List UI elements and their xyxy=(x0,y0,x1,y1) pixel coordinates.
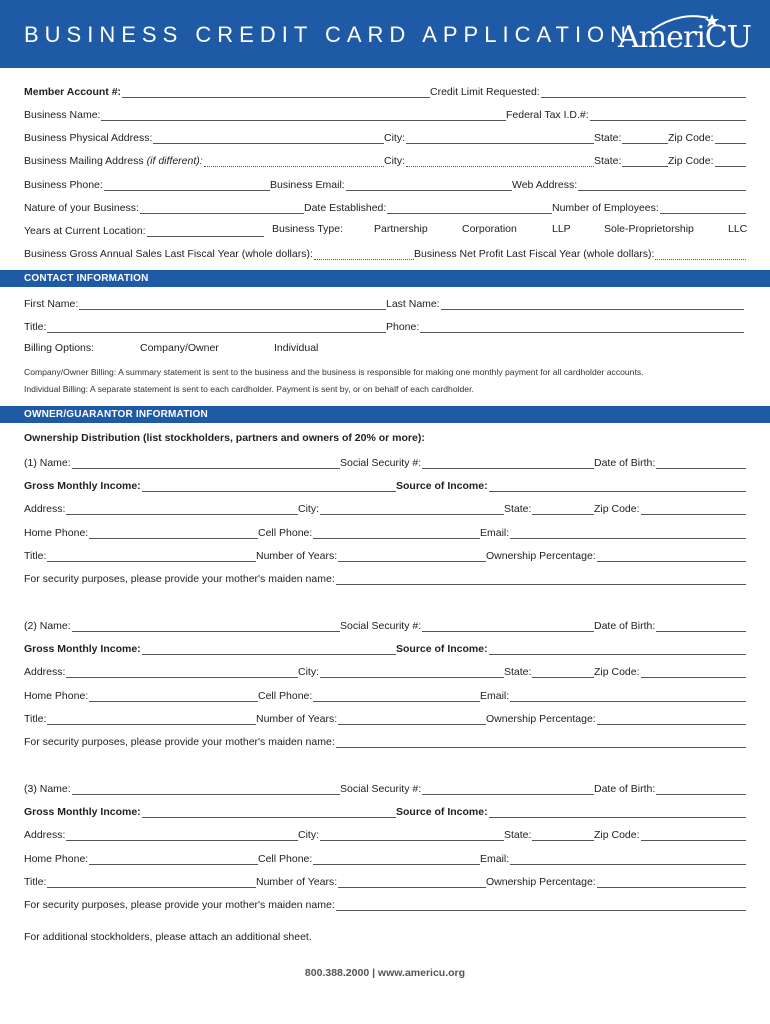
maiden-name-label: For security purposes, please provide your mother's maiden name: xyxy=(24,899,335,911)
web-address-field[interactable] xyxy=(512,177,746,191)
nature-field[interactable] xyxy=(24,200,304,214)
years-label: Number of Years: xyxy=(256,876,338,888)
gross-sales-field[interactable] xyxy=(24,246,414,260)
nature-row xyxy=(24,200,746,216)
option-partnership[interactable]: Partnership xyxy=(374,223,428,235)
years-label: Number of Years: xyxy=(256,713,338,725)
owner-address-row-2 xyxy=(24,664,746,680)
city-label: City: xyxy=(298,829,319,841)
maiden-name-field[interactable] xyxy=(24,734,746,748)
owner-address-row-1 xyxy=(24,501,746,517)
owner-section-header xyxy=(0,406,770,423)
years-field[interactable] xyxy=(256,548,486,562)
mailing-state-field[interactable] xyxy=(594,153,668,167)
owner-dob-field[interactable] xyxy=(594,781,746,795)
owner-income-row-1 xyxy=(24,478,746,494)
owner-email-field[interactable] xyxy=(480,851,746,865)
first-name-label: First Name: xyxy=(24,298,79,310)
years-field[interactable] xyxy=(256,711,486,725)
years-field[interactable] xyxy=(256,874,486,888)
owner-name-label: (2) Name: xyxy=(24,620,71,632)
gross-income-field[interactable] xyxy=(24,641,396,655)
owner-ssn-field[interactable] xyxy=(340,455,594,469)
nature-label: Nature of your Business: xyxy=(24,202,139,214)
years-location-row xyxy=(24,223,746,239)
gross-sales-label: Business Gross Annual Sales Last Fiscal Year (whole dollars): xyxy=(24,248,313,260)
owner-address-row-3 xyxy=(24,827,746,843)
owner-title-field[interactable] xyxy=(24,874,256,888)
contact-section-header xyxy=(0,270,770,287)
last-name-label: Last Name: xyxy=(386,298,440,310)
owner-zip-field[interactable] xyxy=(594,827,746,841)
owner-section-title: OWNER/GUARANTOR INFORMATION xyxy=(24,409,208,420)
date-established-field[interactable] xyxy=(304,200,552,214)
owner-phone-row-3 xyxy=(24,851,746,867)
owner-address-field[interactable] xyxy=(24,827,298,841)
physical-address-field[interactable] xyxy=(24,130,384,144)
address-label: Address: xyxy=(24,829,66,841)
zip-label: Zip Code: xyxy=(668,132,714,144)
source-income-label: Source of Income: xyxy=(396,480,488,492)
owner-name-row-3 xyxy=(24,781,746,797)
owner-city-field[interactable] xyxy=(298,827,504,841)
owner-dob-field[interactable] xyxy=(594,455,746,469)
if-different-label: (if different): xyxy=(146,155,203,167)
page-header xyxy=(0,0,770,68)
state-label: State: xyxy=(504,829,532,841)
home-phone-field[interactable] xyxy=(24,851,258,865)
footer-contact: 800.388.2000 | www.americu.org xyxy=(304,967,466,979)
option-llc[interactable]: LLC xyxy=(728,223,748,235)
owner-maiden-row-3 xyxy=(24,897,746,913)
americu-logo xyxy=(612,12,752,56)
gross-income-label: Gross Monthly Income: xyxy=(24,643,141,655)
owner-income-row-3 xyxy=(24,804,746,820)
years-label: Number of Years: xyxy=(256,550,338,562)
owner-name-label: (3) Name: xyxy=(24,783,71,795)
ownership-distribution-heading: Ownership Distribution (list stockholders, partners and owners of 20% or more): xyxy=(24,432,425,444)
years-location-label: Years at Current Location: xyxy=(24,225,146,237)
owner-zip-field[interactable] xyxy=(594,501,746,515)
credit-limit-field[interactable] xyxy=(430,84,746,98)
zip-label: Zip Code: xyxy=(668,155,714,167)
mailing-address-row xyxy=(24,153,746,169)
owner-name-row-2 xyxy=(24,618,746,634)
owner-name-field[interactable] xyxy=(24,618,340,632)
mailing-address-field[interactable] xyxy=(24,153,384,167)
owner-name-label: (1) Name: xyxy=(24,457,71,469)
home-phone-label: Home Phone: xyxy=(24,853,89,865)
maiden-name-field[interactable] xyxy=(24,571,746,585)
contact-title-row xyxy=(24,319,746,335)
zip-label: Zip Code: xyxy=(594,503,640,515)
source-income-field[interactable] xyxy=(396,641,746,655)
ownership-percentage-label: Ownership Percentage: xyxy=(486,876,596,888)
owner-state-field[interactable] xyxy=(504,827,594,841)
owner-phone-row-1 xyxy=(24,525,746,541)
member-account-label: Member Account #: xyxy=(24,86,122,98)
owner-title-row-3 xyxy=(24,874,746,890)
ssn-label: Social Security #: xyxy=(340,457,422,469)
physical-state-field[interactable] xyxy=(594,130,668,144)
mailing-address-label: Business Mailing Address xyxy=(24,155,144,167)
last-name-field[interactable] xyxy=(386,296,744,310)
cell-phone-field[interactable] xyxy=(258,688,480,702)
owner-zip-field[interactable] xyxy=(594,664,746,678)
maiden-name-field[interactable] xyxy=(24,897,746,911)
owner-ssn-field[interactable] xyxy=(340,781,594,795)
owner-email-field[interactable] xyxy=(480,688,746,702)
city-label: City: xyxy=(384,155,405,167)
email-label: Email: xyxy=(480,527,510,539)
email-label: Email: xyxy=(480,690,510,702)
business-name-label: Business Name: xyxy=(24,109,101,121)
maiden-name-label: For security purposes, please provide your mother's maiden name: xyxy=(24,573,335,585)
ownership-percentage-field[interactable] xyxy=(486,874,746,888)
option-llp[interactable]: LLP xyxy=(552,223,571,235)
owner-city-field[interactable] xyxy=(298,501,504,515)
email-label: Email: xyxy=(480,853,510,865)
home-phone-field[interactable] xyxy=(24,525,258,539)
cell-phone-label: Cell Phone: xyxy=(258,853,313,865)
owner-dob-field[interactable] xyxy=(594,618,746,632)
cell-phone-field[interactable] xyxy=(258,851,480,865)
contact-title-field[interactable] xyxy=(24,319,386,333)
owner-name-field[interactable] xyxy=(24,455,340,469)
ssn-label: Social Security #: xyxy=(340,620,422,632)
contact-title-label: Title: xyxy=(24,321,47,333)
maiden-name-label: For security purposes, please provide your mother's maiden name: xyxy=(24,736,335,748)
net-profit-label: Business Net Profit Last Fiscal Year (whole dollars): xyxy=(414,248,655,260)
federal-tax-field[interactable] xyxy=(506,107,746,121)
owner-name-row-1 xyxy=(24,455,746,471)
title-label: Title: xyxy=(24,550,47,562)
owner-title-row-2 xyxy=(24,711,746,727)
cell-phone-label: Cell Phone: xyxy=(258,690,313,702)
billing-options-label: Billing Options: xyxy=(24,342,95,354)
member-account-field[interactable] xyxy=(24,84,430,98)
title-label: Title: xyxy=(24,713,47,725)
business-email-label: Business Email: xyxy=(270,179,345,191)
owner-maiden-row-2 xyxy=(24,734,746,750)
source-income-label: Source of Income: xyxy=(396,643,488,655)
gross-income-label: Gross Monthly Income: xyxy=(24,480,141,492)
city-label: City: xyxy=(298,666,319,678)
zip-label: Zip Code: xyxy=(594,666,640,678)
owner-income-row-2 xyxy=(24,641,746,657)
gross-income-field[interactable] xyxy=(24,804,396,818)
ownership-percentage-field[interactable] xyxy=(486,711,746,725)
ssn-label: Social Security #: xyxy=(340,783,422,795)
contact-name-row xyxy=(24,296,746,312)
business-name-row xyxy=(24,107,746,123)
physical-address-label: Business Physical Address: xyxy=(24,132,153,144)
dob-label: Date of Birth: xyxy=(594,457,656,469)
logo-text: AmeriCU xyxy=(618,20,752,55)
billing-option-individual[interactable]: Individual xyxy=(274,342,319,354)
ownership-percentage-label: Ownership Percentage: xyxy=(486,550,596,562)
option-corporation[interactable]: Corporation xyxy=(462,223,517,235)
ownership-percentage-label: Ownership Percentage: xyxy=(486,713,596,725)
owner-address-field[interactable] xyxy=(24,501,298,515)
business-phone-label: Business Phone: xyxy=(24,179,103,191)
mailing-zip-field[interactable] xyxy=(668,153,746,167)
owner-state-field[interactable] xyxy=(504,664,594,678)
contact-phone-field[interactable] xyxy=(386,319,744,333)
company-billing-note: Company/Owner Billing: A summary statement is sent to the business and the business is responsible for making one monthly payment for all cardholder accounts. xyxy=(24,367,644,377)
gross-income-field[interactable] xyxy=(24,478,396,492)
dob-label: Date of Birth: xyxy=(594,620,656,632)
owner-name-field[interactable] xyxy=(24,781,340,795)
years-location-field[interactable] xyxy=(24,223,264,237)
state-label: State: xyxy=(594,132,622,144)
city-label: City: xyxy=(384,132,405,144)
ownership-percentage-field[interactable] xyxy=(486,548,746,562)
contact-section-title: CONTACT INFORMATION xyxy=(24,273,149,284)
state-label: State: xyxy=(504,503,532,515)
business-phone-row xyxy=(24,177,746,193)
mailing-city-field[interactable] xyxy=(384,153,594,167)
owner-address-field[interactable] xyxy=(24,664,298,678)
owner-ssn-field[interactable] xyxy=(340,618,594,632)
member-account-row xyxy=(24,84,746,100)
business-type-label: Business Type: xyxy=(272,223,344,235)
source-income-label: Source of Income: xyxy=(396,806,488,818)
business-name-field[interactable] xyxy=(24,107,506,121)
billing-options-row xyxy=(24,342,746,358)
owner-title-field[interactable] xyxy=(24,711,256,725)
date-established-label: Date Established: xyxy=(304,202,387,214)
owner-city-field[interactable] xyxy=(298,664,504,678)
billing-option-company-owner[interactable]: Company/Owner xyxy=(140,342,219,354)
contact-phone-label: Phone: xyxy=(386,321,420,333)
federal-tax-label: Federal Tax I.D.#: xyxy=(506,109,589,121)
first-name-field[interactable] xyxy=(24,296,386,310)
owner-title-field[interactable] xyxy=(24,548,256,562)
option-sole-proprietorship[interactable]: Sole-Proprietorship xyxy=(604,223,694,235)
form-title: BUSINESS CREDIT CARD APPLICATION xyxy=(24,22,633,47)
state-label: State: xyxy=(594,155,622,167)
zip-label: Zip Code: xyxy=(594,829,640,841)
state-label: State: xyxy=(504,666,532,678)
address-label: Address: xyxy=(24,503,66,515)
owner-state-field[interactable] xyxy=(504,501,594,515)
owner-phone-row-2 xyxy=(24,688,746,704)
city-label: City: xyxy=(298,503,319,515)
business-email-field[interactable] xyxy=(270,177,512,191)
source-income-field[interactable] xyxy=(396,804,746,818)
individual-billing-note: Individual Billing: A separate statement is sent to each cardholder. Payment is sent by, or on behalf of each cardholder. xyxy=(24,384,474,394)
gross-sales-row xyxy=(24,246,746,262)
net-profit-field[interactable] xyxy=(414,246,746,260)
gross-income-label: Gross Monthly Income: xyxy=(24,806,141,818)
home-phone-label: Home Phone: xyxy=(24,690,89,702)
physical-city-field[interactable] xyxy=(384,130,594,144)
credit-limit-label: Credit Limit Requested: xyxy=(430,86,540,98)
cell-phone-field[interactable] xyxy=(258,525,480,539)
title-label: Title: xyxy=(24,876,47,888)
owner-title-row-1 xyxy=(24,548,746,564)
physical-address-row xyxy=(24,130,746,146)
num-employees-field[interactable] xyxy=(552,200,746,214)
dob-label: Date of Birth: xyxy=(594,783,656,795)
address-label: Address: xyxy=(24,666,66,678)
additional-stockholders-note: For additional stockholders, please attach an additional sheet. xyxy=(24,931,312,943)
cell-phone-label: Cell Phone: xyxy=(258,527,313,539)
owner-email-field[interactable] xyxy=(480,525,746,539)
source-income-field[interactable] xyxy=(396,478,746,492)
owner-maiden-row-1 xyxy=(24,571,746,587)
physical-zip-field[interactable] xyxy=(668,130,746,144)
num-employees-label: Number of Employees: xyxy=(552,202,659,214)
business-phone-field[interactable] xyxy=(24,177,270,191)
home-phone-field[interactable] xyxy=(24,688,258,702)
web-address-label: Web Address: xyxy=(512,179,578,191)
home-phone-label: Home Phone: xyxy=(24,527,89,539)
